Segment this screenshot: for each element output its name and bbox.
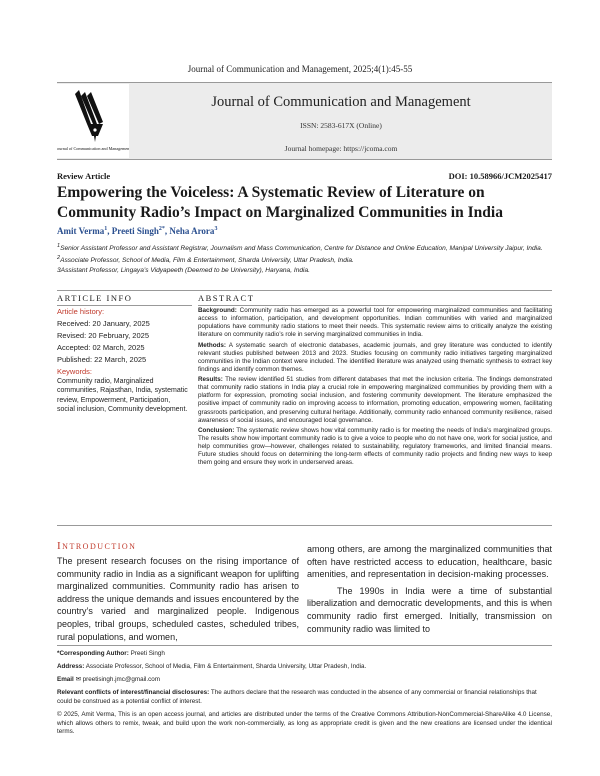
body-paragraph: among others, are among the marginalized communities that often have restricted access to education, healthcare, basic amenities, and representation in decision-making processes. (307, 544, 552, 580)
author-list: Amit Verma$^1$, Preeti Singh$^{2*}$, Neha Arora$^3$ (57, 226, 218, 236)
email-link[interactable]: preetisingh.jmc@gmail.com (82, 676, 161, 684)
email-line: Email ✉ preetisingh.jmc@gmail.com (57, 676, 161, 684)
history-heading: Article history: (57, 307, 105, 316)
journal-logo (57, 84, 129, 158)
divider (57, 525, 552, 526)
issn: ISSN: 2583-617X (Online) (300, 121, 382, 130)
conflict-statement: Relevant conflicts of interest/financial disclosures: The authors declare that the research was conducted in the absence of any commercial or financial relationships that could be construed as a potential conflict of interest. (57, 689, 537, 705)
abstract-heading: ABSTRACT (198, 293, 255, 303)
history-published: Published: 22 March, 2025 (57, 355, 147, 364)
article-info-heading: ARTICLE INFO (57, 293, 133, 303)
abstract-conclusion: Conclusion: The systematic review shows how vital community radio is for meeting the needs of India’s marginalized groups. The results show how important community radio is to give a voice to people who do not have one, work for social justice, and help communities grow—however, challenges related to sustainability, regulatory frameworks, and limited financial means. Future studies should focus on determining the long-term effects of community radio projects and finding new ways to keep them going and ensure they work in underserved areas. (198, 426, 552, 467)
affiliation: $^1$Senior Assistant Professor and Assistant Registrar, Journalism and Mass Communication, Centre for Distance and Online Education, Manipal University Jaipur, India. (57, 243, 543, 253)
email-icon: ✉ (75, 676, 81, 684)
keywords: Community radio, Marginalized communities, Rajasthan, India, systematic review, Empowerment, Participation, social inclusion, Community development. (57, 378, 188, 414)
abstract-results: Results: The review identified 51 studies from different databases that met the inclusion criteria. The findings demonstrated that community radio stations in India play a crucial role in empowering marginalized communities by providing them with a platform for expression, promoting social inclusion, and fostering community development. The literature emphasized the positive impact of community radio on improving access to information, promoting education, empowering women, facilitating grassroots participation, and preserving cultural heritage. Additionally, community radio enhanced community resilience, raised awareness of social issues, and encouraged local governance. (198, 376, 552, 424)
history-received: Received: 20 January, 2025 (57, 319, 150, 328)
paper-title: Empowering the Voiceless: A Systematic Review of Literature on Community Radio’s Impact on Marginalized Communities in India (57, 184, 503, 221)
abstract-background: Background: Community radio has emerged as a powerful tool for empowering marginalized communities and facilitating access to information, participation, and development opportunities. Indian communities with varied and marginalized populations have community radio stations to meet their needs. This systematic review aims to critically analyze the existing literature on community radio’s role in serving marginalized communities in India. (198, 307, 553, 339)
author-name[interactable]: Amit Verma (57, 226, 105, 236)
affiliation: 3Assistant Professor, Lingaya’s Vidyapeeth (Deemed to be University), Haryana, India. (57, 266, 311, 274)
body-column-left: The present research focuses on the rising importance of community radio in India as a significant weapon for uplifting marginalized communities. Community radio has arisen to address the unique demands and issues encountered by the country’s varied and marginalized people. Indigenous peoples, tribal groups, scheduled castes, scheduled tribes, rural populations, and women, (57, 556, 299, 642)
pen-nib-logo-icon (57, 84, 129, 158)
article-type: Review Article (57, 171, 111, 181)
running-head: Journal of Communication and Management, 2025;4(1):45-55 (187, 64, 413, 74)
doi-link[interactable]: DOI: 10.58966/JCM2025417 (448, 171, 552, 181)
affiliations (57, 242, 557, 275)
footnotes (57, 650, 552, 741)
license-statement: © 2025, Amit Verma, This is an open access journal, and articles are distributed under the terms of the Creative Commons Attribution-NonCommercial-ShareAlike 4.0 License, which allows others to remix, tweak, and build upon the work non-commercially, as long as appropriate credit is given and the new creations are licensed under the identical terms. (57, 710, 552, 736)
author-sup: 1 (104, 226, 108, 232)
journal-homepage-link[interactable]: Journal homepage: https://jcoma.com (284, 144, 398, 153)
divider (57, 290, 552, 291)
author-name[interactable]: Preeti Singh (111, 226, 159, 236)
svg-text:Journal of Communication and M: Journal of Communication and Management (57, 146, 129, 151)
divider (198, 305, 552, 306)
affiliation: $^2$Associate Professor, School of Media, Film & Entertainment, Sharda University, Uttar Pradesh, India. (57, 254, 354, 264)
author-sup: 2* (158, 226, 165, 232)
author-name[interactable]: Neha Arora (169, 226, 215, 236)
author-sup: 3 (214, 226, 218, 232)
address: Address: Associate Professor, School of Media, Film & Entertainment, Sharda University, Uttar Pradesh, India. (57, 663, 367, 671)
history-accepted: Accepted: 02 March, 2025 (57, 343, 145, 352)
body-paragraph: The 1990s in India were a time of substantial liberalization and democratic developments, and this is when community radio first emerged. Initially, transmission on community radio was limited to (307, 585, 552, 634)
journal-name: Journal of Communication and Management (211, 94, 471, 110)
history-revised: Revised: 20 February, 2025 (57, 331, 149, 340)
corresponding-author: *Corresponding Author: Preeti Singh (57, 650, 165, 657)
abstract-body (198, 307, 552, 470)
introduction-heading: Introduction (57, 540, 137, 552)
body-column-right (307, 543, 552, 635)
abstract-methods: Methods: A systematic search of electronic databases, academic journals, and grey literature was conducted to identify relevant studies published between 2013 and 2023. Studies focusing on community radio initiatives targeting marginalized communities in the Indian context were included. The identified literature was analyzed using thematic synthesis to extract key findings and identify common themes. (198, 341, 552, 373)
keywords-heading: Keywords: (57, 367, 93, 376)
divider (57, 645, 552, 646)
divider (57, 305, 192, 306)
